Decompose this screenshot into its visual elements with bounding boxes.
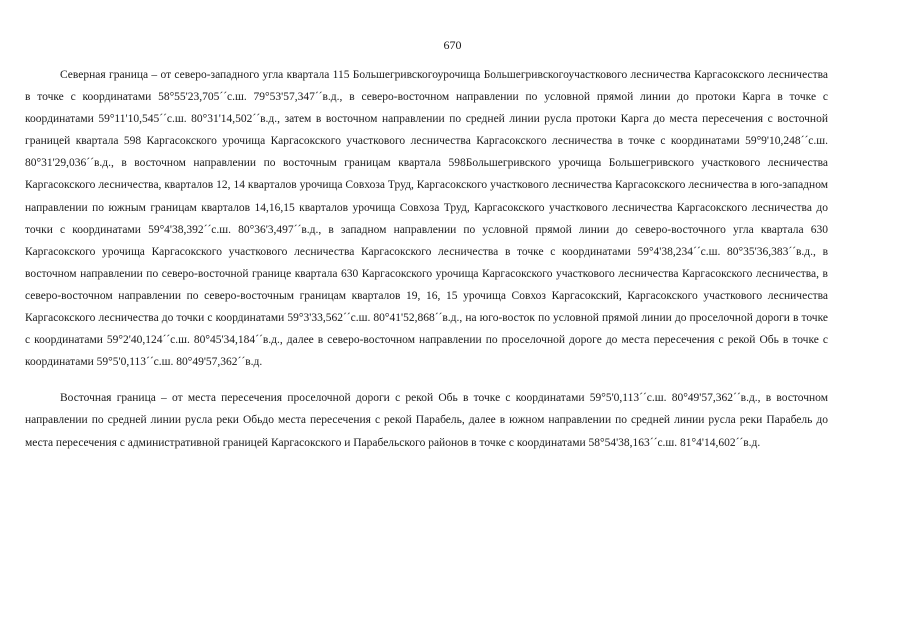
page-number: 670 xyxy=(443,38,462,52)
document-body xyxy=(25,64,828,454)
paragraph-northern-boundary: Северная граница – от северо-западного угла квартала 115 Большегривскогоурочища Большегривскогоучасткового лесничества Каргасокского лесничества в точке с координатами 58°55'23,705´´с.ш. 79°53'57,347´´в.д., в северо-восточном направлении по условной прямой линии до протоки Карга в точке с координатами 59°11'10,545´´с.ш. 80°31'14,502´´в.д., затем в восточном направлении по средней линии русла протоки Карга до места пересечения с восточной границей квартала 598 Каргасокского урочища Каргасокского участкового лесничества Каргасокского лесничества в точке с координатами 59°9'10,248´´с.ш. 80°31'29,036´´в.д., в восточном направлении по восточным границам квартала 598Большегривского урочища Большегривского участкового лесничества Каргасокского лесничества, кварталов 12, 14 кварталов урочища Совхоза Труд, Каргасокского участкового лесничества Каргасокского лесничества в юго-западном направлении по южным границам кварталов 14,16,15 кварталов урочища Совхоза Труд, Каргасокского участкового лесничества Каргасокского лесничества до точки с координатами 59°4'38,392´´с.ш. 80°36'3,497´´в.д., в западном направлении по условной прямой линии до северо-восточного угла квартала 630 Каргасокского урочища Каргасокского участкового лесничества Каргасокского лесничества в точке с координатами 59°4'38,234´´с.ш. 80°35'36,383´´в.д., в восточном направлении по северо-восточной границе квартала 630 Каргасокского урочища Каргасокского участкового лесничества Каргасокского лесничества, в северо-восточном направлении по северо-восточным границам кварталов 19, 16, 15 урочища Совхоз Каргасокский, Каргасокского участкового лесничества Каргасокского лесничества до точки с координатами 59°3'33,562´´с.ш. 80°41'52,868´´в.д., на юго-восток по условной прямой линии до проселочной дороги в точке с координатами 59°2'40,124´´с.ш. 80°45'34,184´´в.д., далее в северо-восточном направлении по проселочной дороге до места пересечения с рекой Обь в точке с координатами 59°5'0,113´´с.ш. 80°49'57,362´´в.д. xyxy=(25,69,828,369)
paragraph-eastern-boundary: Восточная граница – от места пересечения проселочной дороги с рекой Обь в точке с координатами 59°5'0,113´´с.ш. 80°49'57,362´´в.д., в восточном направлении по средней линии русла реки Обьдо места пересечения с рекой Парабель, далее в южном направлении по средней линии русла реки Парабель до места пересечения с административной границей Каргасокского и Парабельского районов в точке с координатами 58°54'38,163´´с.ш. 81°4'14,602´´в.д. xyxy=(25,392,828,449)
